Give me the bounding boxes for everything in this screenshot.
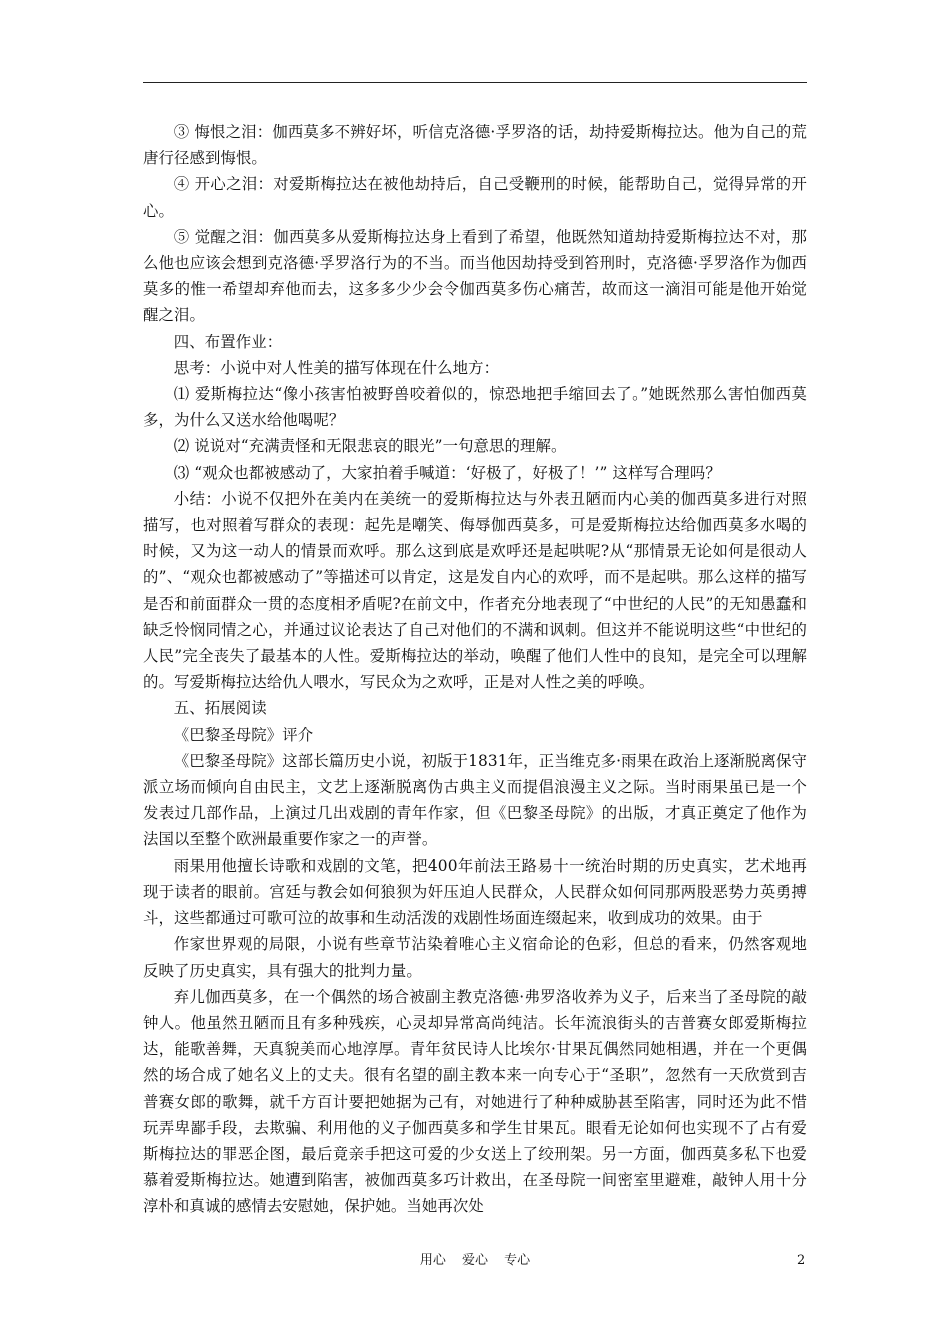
question-item-2: ⑵ 说说对“充满责怪和无限悲哀的眼光”一句意思的理解。	[173, 437, 567, 456]
page-number: 2	[797, 1253, 806, 1268]
footer-motto: 用心 爱心 专心	[419, 1253, 531, 1268]
paragraph-think-question: 思考：小说中对人性美的描写体现在什么地方：	[173, 358, 500, 377]
paragraph-plot-summary: 弃儿伽西莫多，在一个偶然的场合被副主教克洛德·弗罗洛收养为义子，后来当了圣母院的敲钟人。他虽然丑陋而且有多种残疾，心灵却异常高尚纯洁。长年流浪街头的吉普赛女郎爱斯梅拉达，能歌善舞，天真貌美而心地淳厚。青年贫民诗人比埃尔·甘果瓦偶然同她相遇，并在一个更偶然的场合成了她名义上的丈夫。很有名望的副主教本来一向专心于“圣职”，忽然有一天欣赏到吉普赛女郎的歌舞，就千方百计要把她据为己有，对她进行了种种威胁甚至陷害，同时还为此不惜玩弄卑鄙手段，去欺骗、利用他的义子伽西莫多和学生甘果瓦。眼看无论如何也实现不了占有爱斯梅拉达的罪恶企图，最后竟亲手把这可爱的少女送上了绞刑架。另一方面，伽西莫多私下也爱慕着爱斯梅拉达。她遭到陷害，被伽西莫多巧计救出，在圣母院一间密室里避难，敲钟人用十分淳朴和真诚的感情去安慰她，保护她。当她再次处	[143, 987, 807, 1216]
question-item-3: ⑶ “观众也都被感动了，大家拍着手喊道：‘好极了，好极了！’” 这样写合理吗？	[173, 463, 721, 482]
section-heading-extended-reading: 五、拓展阅读	[173, 699, 267, 718]
header-rule	[143, 82, 807, 83]
paragraph-novel-intro: 《巴黎圣母院》这部长篇历史小说，初版于1831年，正当维克多·雨果在政治上逐渐脱离保守派立场而倾向自由民主，文艺上逐渐脱离伪古典主义而提倡浪漫主义之际。当时雨果虽已是一个发表过几部作品，上演过几出戏剧的青年作家，但《巴黎圣母院》的出版，才真正奠定了他作为法国以至整个欧洲最重要作家之一的声誉。	[143, 751, 808, 849]
question-item-1: ⑴ 爱斯梅拉达“像小孩害怕被野兽咬着似的，惊恐地把手缩回去了。”她既然那么害怕伽西莫多，为什么又送水给他喝呢？	[143, 385, 807, 430]
subheading-review: 《巴黎圣母院》评介	[173, 725, 314, 744]
paragraph-hugo-style: 雨果用他擅长诗歌和戏剧的文笔，把400年前法王路易十一统治时期的历史真实，艺术地再现于读者的眼前。宫廷与教会如何狼狈为奸压迫人民群众，人民群众如何同那两股恶势力英勇搏斗，这些都通过可歌可泣的故事和生动活泼的戏剧性场面连缀起来，收到成功的效果。由于	[143, 856, 807, 928]
paragraph-tears-awakening: ⑤ 觉醒之泪：伽西莫多从爱斯梅拉达身上看到了希望，他既然知道劫持爱斯梅拉达不对，那么他也应该会想到克洛德·孚罗洛行为的不当。而当他因劫持受到笞刑时，克洛德·孚罗洛作为伽西莫多的惟一希望却弃他而去，这多多少少会令伽西莫多伤心痛苦，故而这一滴泪可能是他开始觉醒之泪。	[143, 227, 807, 325]
section-heading-homework: 四、布置作业：	[173, 332, 283, 351]
paragraph-tears-happy: ④ 开心之泪：对爱斯梅拉达在被他劫持后，自己受鞭刑的时候，能帮助自己，觉得异常的开心。	[143, 175, 807, 220]
paragraph-summary: 小结：小说不仅把外在美内在美统一的爱斯梅拉达与外表丑陋而内心美的伽西莫多进行对照描写，也对照着写群众的表现：起先是嘲笑、侮辱伽西莫多，可是爱斯梅拉达给伽西莫多水喝的时候，又为这一动人的情景而欢呼。那么这到底是欢呼还是起哄呢?从“那情景无论如何是很动人的”、“观众也都被感动了”等描述可以肯定，这是发自内心的欢呼，而不是起哄。那么这样的描写是否和前面群众一贯的态度相矛盾呢?在前文中，作者充分地表现了“中世纪的人民”的无知愚蠢和缺乏怜悯同情之心，并通过议论表达了自己对他们的不满和讽刺。但这并不能说明这些“中世纪的人民”完全丧失了最基本的人性。爱斯梅拉达的举动，唤醒了他们人性中的良知，是完全可以理解的。写爱斯梅拉达给仇人喂水，写民众为之欢呼，正是对人性之美的呼唤。	[143, 489, 807, 692]
document-body	[143, 119, 807, 1220]
paragraph-tears-regret: ③ 悔恨之泪：伽西莫多不辨好坏，听信克洛德·孚罗洛的话，劫持爱斯梅拉达。他为自己的荒唐行径感到悔恨。	[143, 123, 807, 168]
paragraph-worldview: 作家世界观的局限，小说有些章节沾染着唯心主义宿命论的色彩，但总的看来，仍然客观地反映了历史真实，具有强大的批判力量。	[143, 935, 807, 980]
